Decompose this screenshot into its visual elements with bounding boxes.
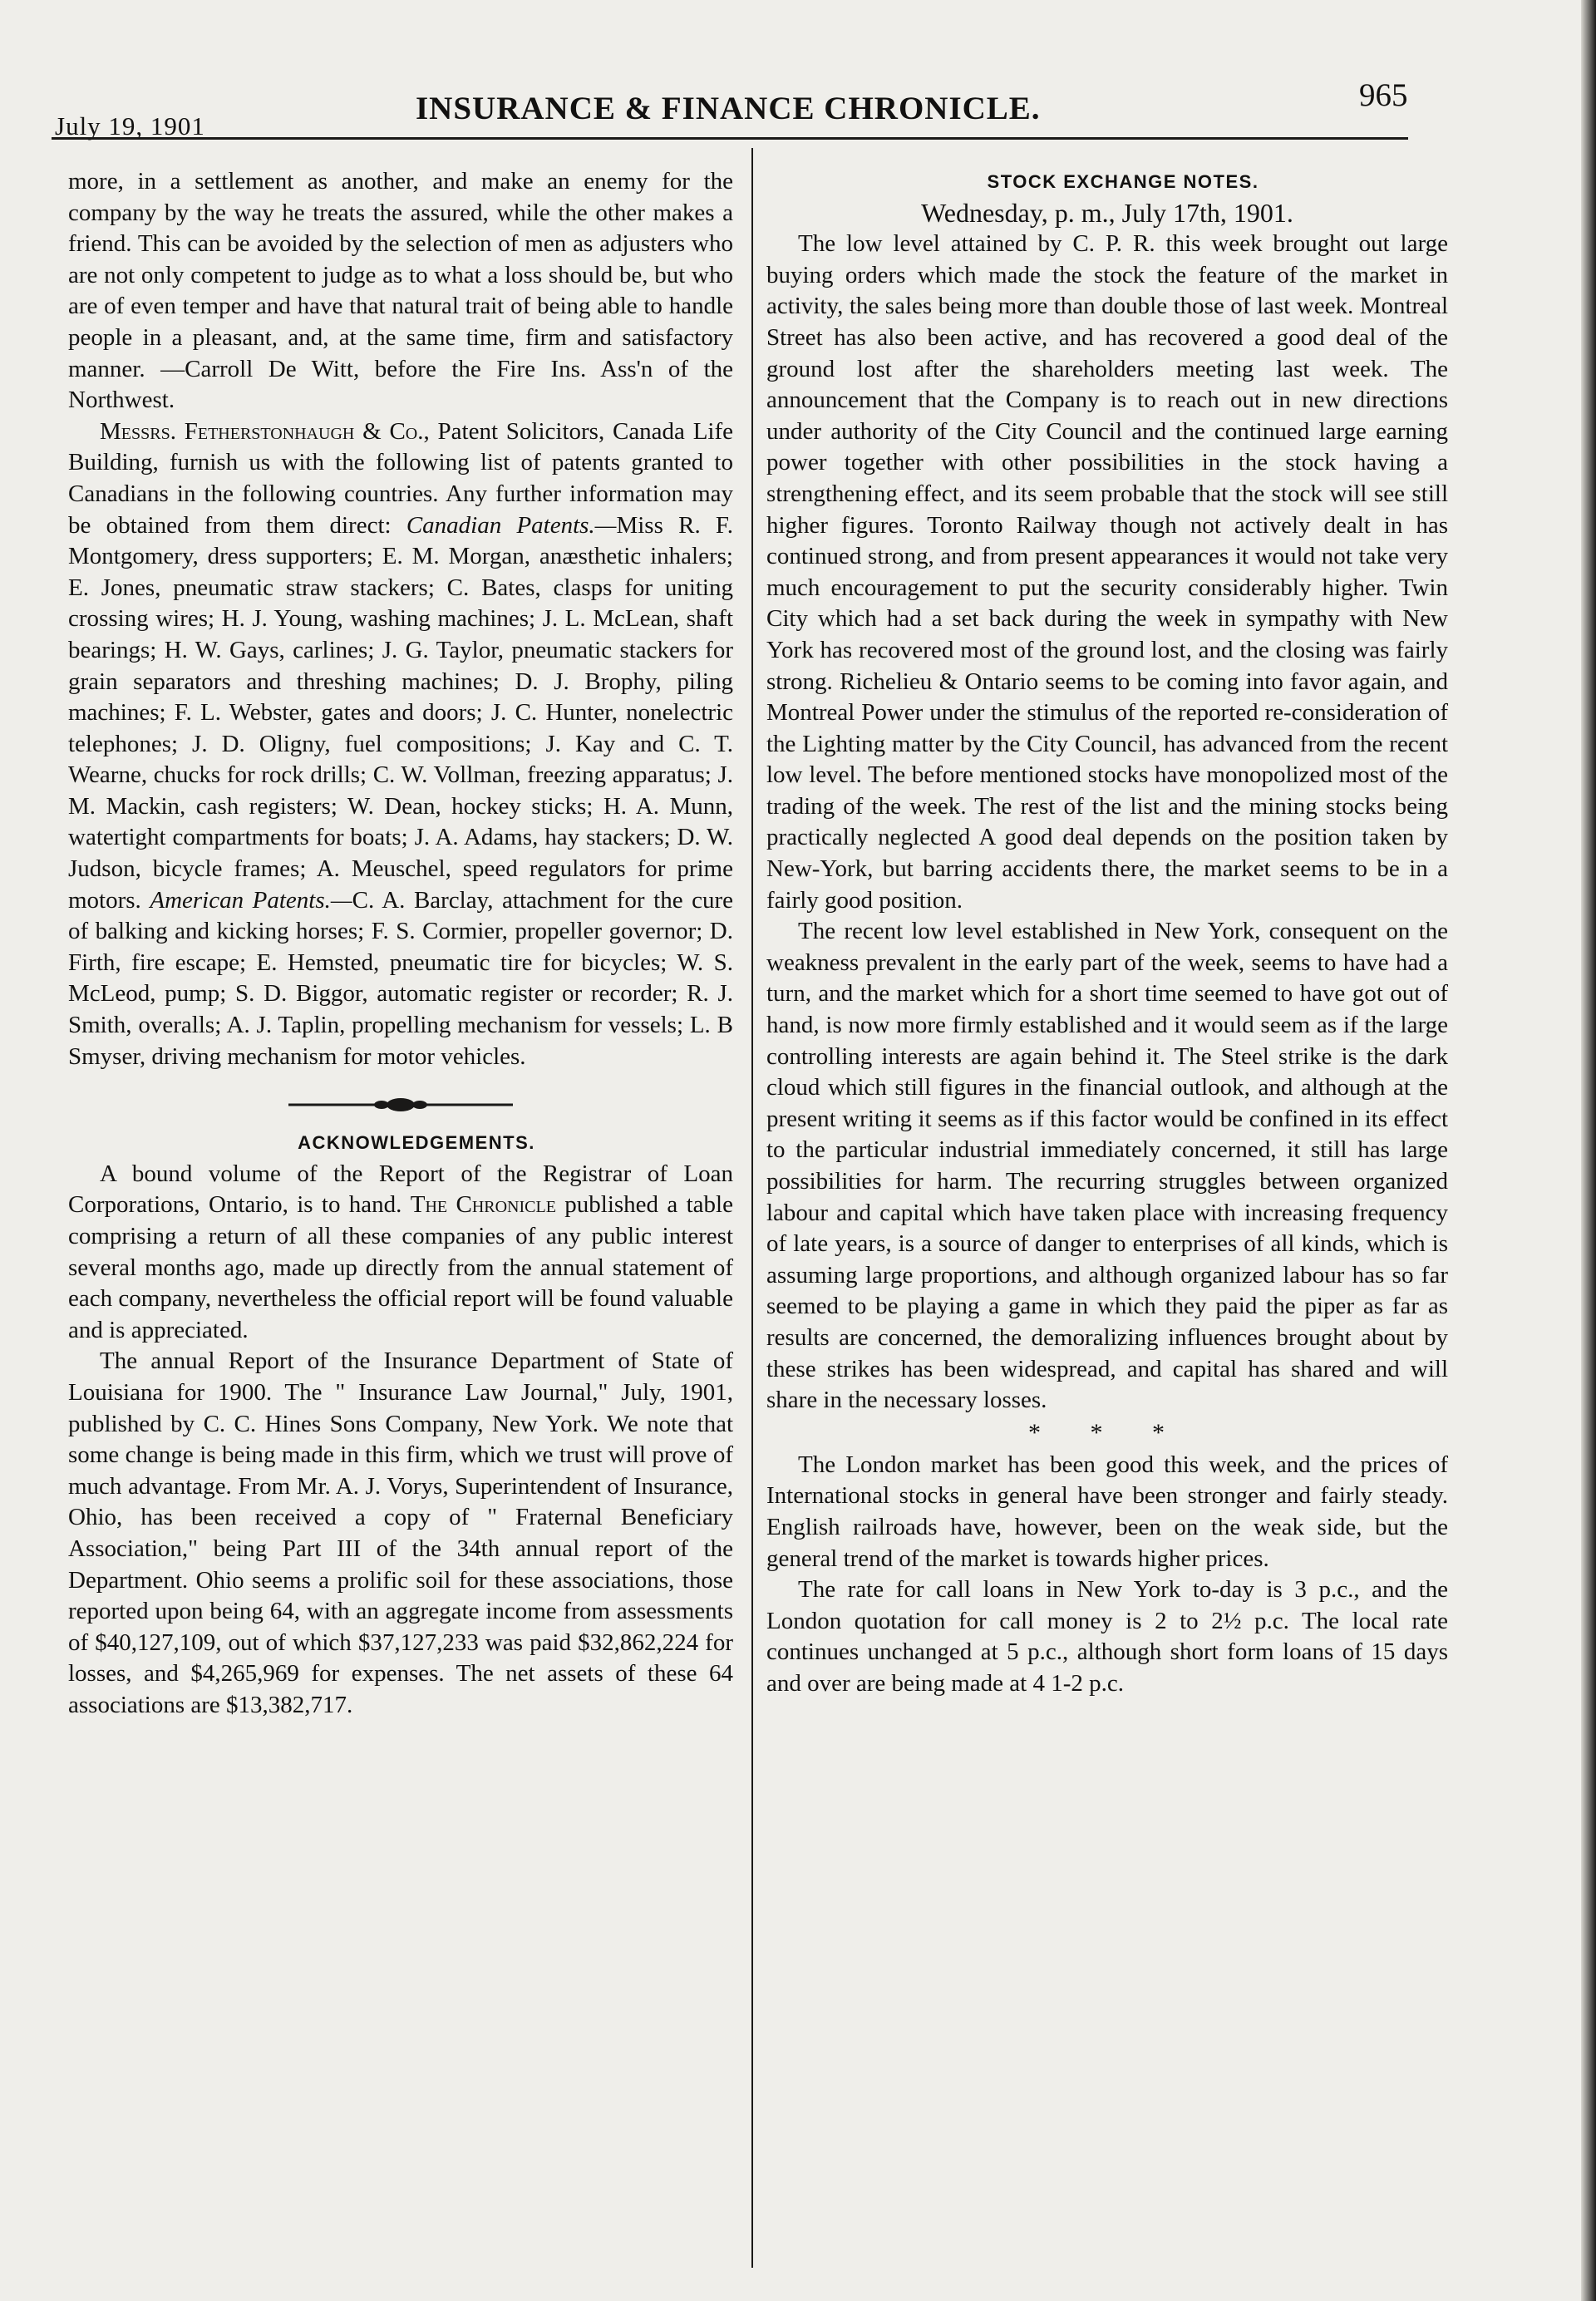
acknowledgements-title: ACKNOWLEDGEMENTS. [298, 1132, 535, 1154]
stock-paragraph-4: The rate for call loans in New York to-day is 3 p.c., and the London quotation for call money is 2 to 2½ p.c. The local rate continues unchanged at 5 p.c., although short form loans of 15 days and over are being made at 4 1-2 p.c. [766, 1576, 1448, 1697]
american-patents-list: C. A. Barclay, attachment for the cure of balking and kicking horses; F. S. Cormier, propeller governor; D. Firth, fire escape; E. Hemsted, pneumatic tire for bicycles; W. S. McLeod, pump; S. D. Biggor, automatic register or recorder; R. J. Smith, overalls; A. J. Taplin, propelling mechanism for vessels; L. B Smyser, driving mechanism for motor vehicles. [68, 886, 734, 1070]
publication-title: INSURANCE & FINANCE CHRONICLE. [416, 91, 1041, 126]
patents-firm-prefix: Messrs. [100, 417, 176, 445]
stock-paragraph-2: The recent low level established in New York, consequent on the weakness prevalent in the early part of the week, seems to have had a turn, and the market which for a short time seemed to have got out of hand, is now more firmly established and it would seem as if the large controlling interests are again behind it. The Steel strike is the dark cloud which still figures in the financial outlook, and although at the present writing it seems as if this factor would be confined in its effect to the particular industrial immediately concerned, it still has large possibilities for harm. The recurring struggles between organized labour and capital which have taken place with increasing frequency of late years, is a source of danger to enterprises of all kinds, which is assuming large proportions, and although organized labour has so far seemed to be playing a game in which they paid the piper as far as results are concerned, the demoralizing influences brought about by these strikes has been widespread, and capital has shared and will share in the necessary losses. [766, 918, 1448, 1414]
patents-paragraph [68, 416, 733, 1072]
ack-p1-after: published a table comprising a return of all these companies of any public interest several months ago, made up directly from the annual statement of each company, nevertheless the official report will be found valuable and is appreciated. [68, 1191, 733, 1343]
column-divider [751, 148, 753, 2268]
stock-exchange-dateline: Wednesday, p. m., July 17th, 1901. [921, 197, 1293, 228]
ack-p1-before: A bound volume of the Report of the Registrar of Loan Corporations, Ontario, is to hand. [68, 1160, 733, 1219]
page-number: 965 [1359, 77, 1408, 113]
header-rule [52, 137, 1408, 140]
page-edge-shadow [1581, 0, 1596, 2301]
header-date: July 19, 1901 [55, 111, 205, 140]
stock-exchange-title: STOCK EXCHANGE NOTES. [987, 171, 1259, 192]
ack-p1-chronicle: The Chronicle [410, 1191, 556, 1219]
patents-intro: , Patent Solicitors, Canada Life Building, furnish us with the following list of patents granted to Canadians in the following countries. Any further information may be obtained from them direct: [68, 417, 733, 539]
right-column [766, 166, 1448, 1700]
stock-paragraph-3: The London market has been good this week, and the prices of International stocks in general have been stronger and fairly steady. English railroads have, however, been on the weak side, but the general trend of the market is towards higher prices. [766, 1451, 1448, 1572]
acknowledgements-paragraph-2: The annual Report of the Insurance Department of State of Louisiana for 1900. The " Insurance Law Journal," July, 1901, published by C. C. Hines Sons Company, New York. We note that some change is being made in this firm, which we trust will prove of much advantage. From Mr. A. J. Vorys, Superintendent of Insurance, Ohio, has been received a copy of " Fraternal Beneficiary Association," being Part III of the 34th annual report of the Department. Ohio seems a prolific soil for these associations, those reported upon being 64, with an aggregate income from assessments of $40,127,109, out of which $37,127,233 was paid $32,862,224 for losses, and $4,265,969 for expenses. The net assets of these 64 associations are $13,382,717. [68, 1348, 733, 1718]
american-patents-label: American Patents.— [150, 886, 352, 914]
adjuster-paragraph: more, in a settlement as another, and make an enemy for the company by the way he treats the assured, while the other makes a friend. This can be avoided by the selection of men as adjusters who are not only competent to judge as to what a loss should be, but who are of even temper and have that natural trait of being able to handle people in a pleasant, and, at the same time, firm and satisfactory manner. —Carroll De Witt, before the Fire Ins. Ass'n of the Northwest. [68, 168, 733, 414]
separator-stars: * * * [1028, 1418, 1186, 1446]
patents-firm-name: Fetherstonhaugh & Co. [184, 417, 424, 445]
canadian-patents-list: Miss R. F. Montgomery, dress supporters; E. M. Morgan, anæsthetic inhalers; E. Jones, pneumatic straw stackers; C. Bates, clasps for uniting crossing wires; H. J. Young, washing machines; J. L. McLean, shaft bearings; H. W. Gays, carlines; J. G. Taylor, pneumatic stackers for grain separators and threshing machines; D. J. Brophy, piling machines; F. L. Webster, gates and doors; J. C. Hunter, nonelectric telephones; J. D. Oligny, fuel compositions; J. Kay and C. T. Wearne, chucks for rock drills; C. W. Vollman, freezing apparatus; J. M. Mackin, cash registers; W. Dean, hockey sticks; H. A. Munn, watertight compartments for boats; J. A. Adams, hay stackers; D. W. Judson, bicycle frames; A. Meuschel, speed regulators for prime motors. [68, 511, 733, 914]
stock-paragraph-1: The low level attained by C. P. R. this week brought out large buying orders which made the stock the feature of the market in activity, the sales being more than double those of last week. Montreal Street has also been active, and has recovered a good deal of the ground lost after the shareholders meeting last week. The announcement that the Company is to reach out in new directions under authority of the City Council and the continued large earning power together with other possibilities in the stock having a strengthening effect, and its seem probable that the stock will see still higher figures. Toronto Railway though not actively dealt in has continued strong, and from present appearances it would not take very much encouragement to put the security considerably higher. Twin City which had a set back during the week in sympathy with New York has recovered most of the ground lost, and the closing was fairly strong. Richelieu & Ontario seems to be coming into favor again, and Montreal Power under the stimulus of the reported re-consideration of the Lighting matter by the City Council, has advanced from the recent low level. The before mentioned stocks have monopolized most of the trading of the week. The rest of the list and the mining stocks being practically neglected A good deal depends on the position taken by New-York, but barring accidents there, the market seems to be in a fairly good position. [766, 230, 1448, 914]
acknowledgements-paragraph-1 [68, 1159, 733, 1347]
page-header [50, 76, 1413, 140]
canadian-patents-label: Canadian Patents.— [406, 511, 617, 539]
left-column [68, 166, 733, 1722]
section-ornament [288, 1096, 513, 1114]
